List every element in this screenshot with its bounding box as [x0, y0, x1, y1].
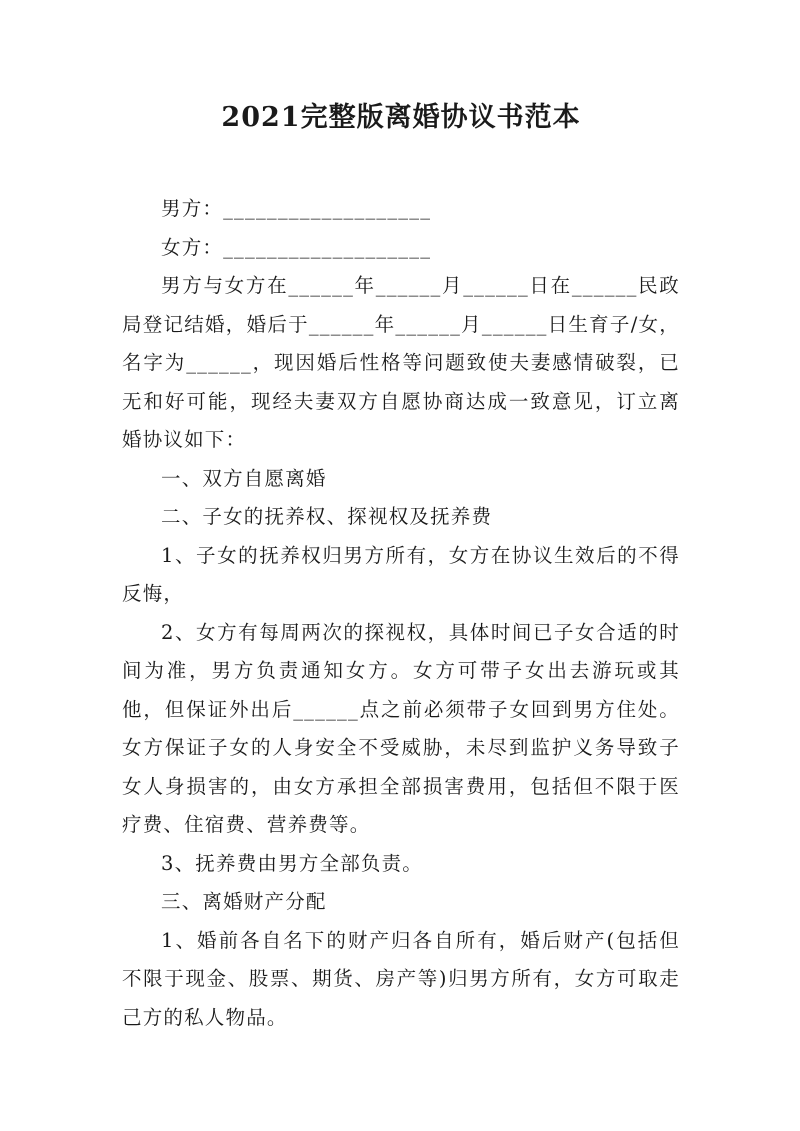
document-title: 2021完整版离婚协议书范本 [221, 102, 581, 133]
custody-clause: 1、子女的抚养权归男方所有，女方在协议生效后的不得反悔， [122, 543, 680, 605]
section-heading-divorce: 一、双方自愿离婚 [161, 466, 327, 490]
support-clause: 3、抚养费由男方全部负责。 [161, 851, 424, 875]
female-party-line: 女方：___________________ [161, 235, 432, 259]
document-body [122, 190, 680, 1037]
property-clause: 1、婚前各自名下的财产归各自所有，婚后财产(包括但不限于现金、股票、期货、房产等)归男方所有，女方可取走己方的私人物品。 [122, 928, 680, 1029]
visitation-clause: 2、女方有每周两次的探视权，具体时间已子女合适的时间为准，男方负责通知女方。女方可带子女出去游玩或其他，但保证外出后______点之前必须带子女回到男方住处。女方保证子女的人身安全不受威胁，未尽到监护义务导致子女人身损害的，由女方承担全部损害费用，包括但不限于医疗费、住宿费、营养费等。 [122, 620, 680, 836]
section-heading-children: 二、子女的抚养权、探视权及抚养费 [161, 505, 493, 528]
section-heading-property: 三、离婚财产分配 [161, 890, 327, 913]
marriage-statement-paragraph: 男方与女方在______年______月______日在______民政局登记结婚，婚后于______年______月______日生育子/女，名字为______，现因婚后性格等问题致使夫妻感情破裂，已无和好可能，现经夫妻双方自愿协商达成一致意见，订立离婚协议如下： [122, 274, 680, 451]
male-party-line: 男方：___________________ [161, 197, 432, 220]
